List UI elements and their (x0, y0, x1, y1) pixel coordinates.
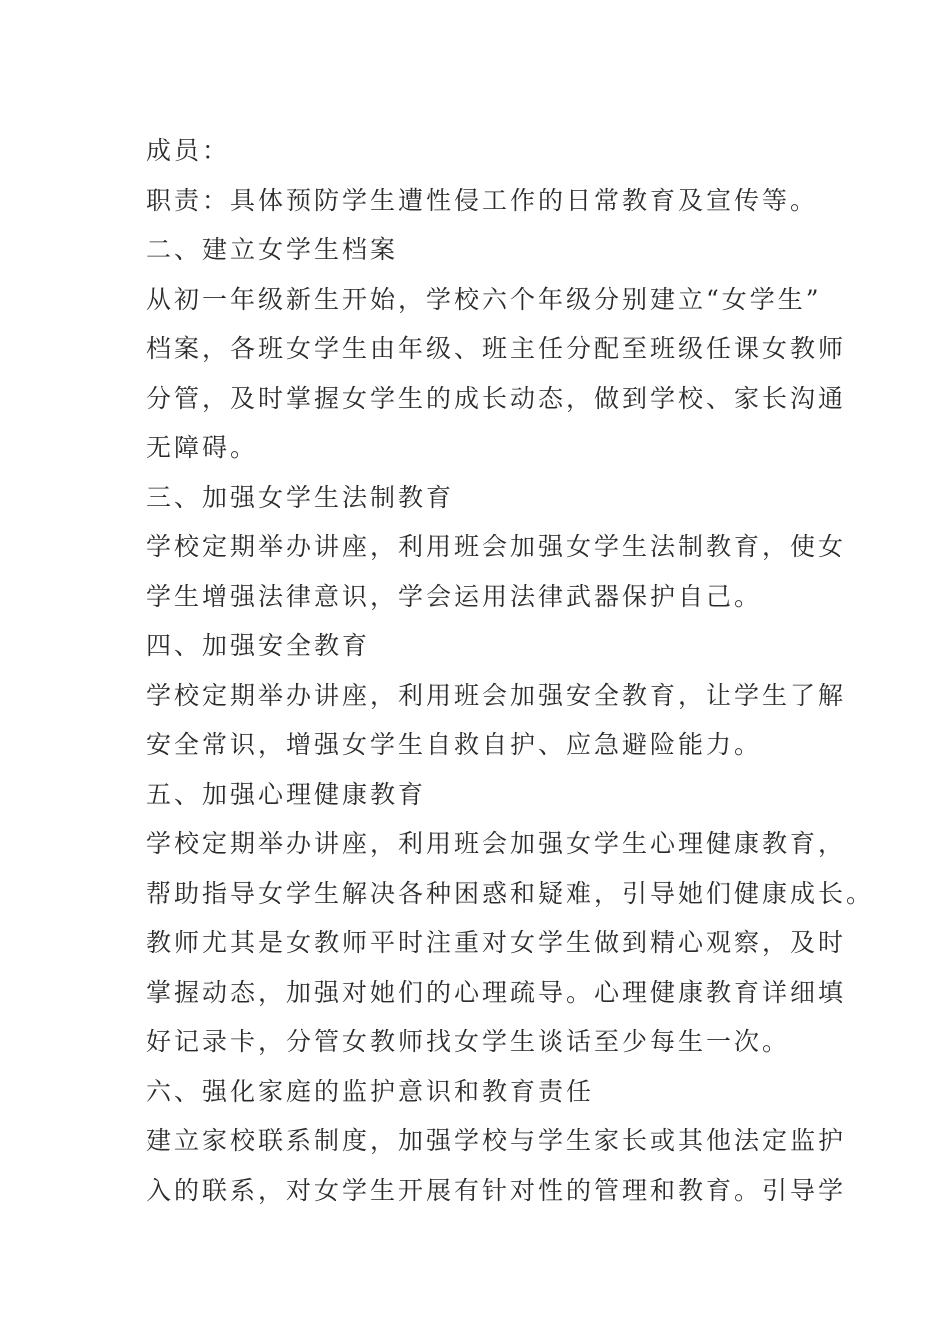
text-line: 帮助指导女学生解决各种困惑和疑难，引导她们健康成长。 (146, 878, 875, 908)
section-heading: 二、建立女学生档案 (146, 235, 399, 264)
text-line: 入的联系，对女学生开展有针对性的管理和教育。引导学 (146, 1175, 847, 1205)
text-line: 从初一年级新生开始，学校六个年级分别建立“女学生” (146, 284, 822, 314)
section-heading: 四、加强安全教育 (146, 631, 371, 660)
text-line: 分管，及时掌握女学生的成长动态，做到学校、家长沟通 (146, 383, 847, 413)
text-line: 档案，各班女学生由年级、班主任分配至班级任课女教师 (146, 334, 847, 363)
text-line: 成员： (146, 136, 231, 165)
text-line: 学校定期举办讲座，利用班会加强女学生法制教育，使女 (146, 532, 847, 561)
section-heading: 六、强化家庭的监护意识和教育责任 (146, 1076, 595, 1106)
text-line: 安全常识，增强女学生自救自护、应急避险能力。 (146, 730, 763, 759)
text-line: 教师尤其是女教师平时注重对女学生做到精心观察，及时 (146, 928, 847, 957)
text-line: 掌握动态，加强对她们的心理疏导。心理健康教育详细填 (146, 977, 847, 1007)
section-heading: 五、加强心理健康教育 (146, 779, 427, 809)
text-line: 无障碍。 (146, 433, 259, 462)
text-line: 学校定期举办讲座，利用班会加强女学生心理健康教育， (146, 829, 847, 858)
section-heading: 三、加强女学生法制教育 (146, 482, 455, 512)
document-body (146, 126, 875, 1215)
text-line: 职责：具体预防学生遭性侵工作的日常教育及宣传等。 (146, 185, 819, 215)
text-line: 学校定期举办讲座，利用班会加强安全教育，让学生了解 (146, 680, 847, 710)
text-line: 学生增强法律意识，学会运用法律武器保护自己。 (146, 581, 763, 611)
text-line: 好记录卡，分管女教师找女学生谈话至少每生一次。 (146, 1027, 791, 1056)
text-line: 建立家校联系制度，加强学校与学生家长或其他法定监护 (146, 1126, 847, 1155)
